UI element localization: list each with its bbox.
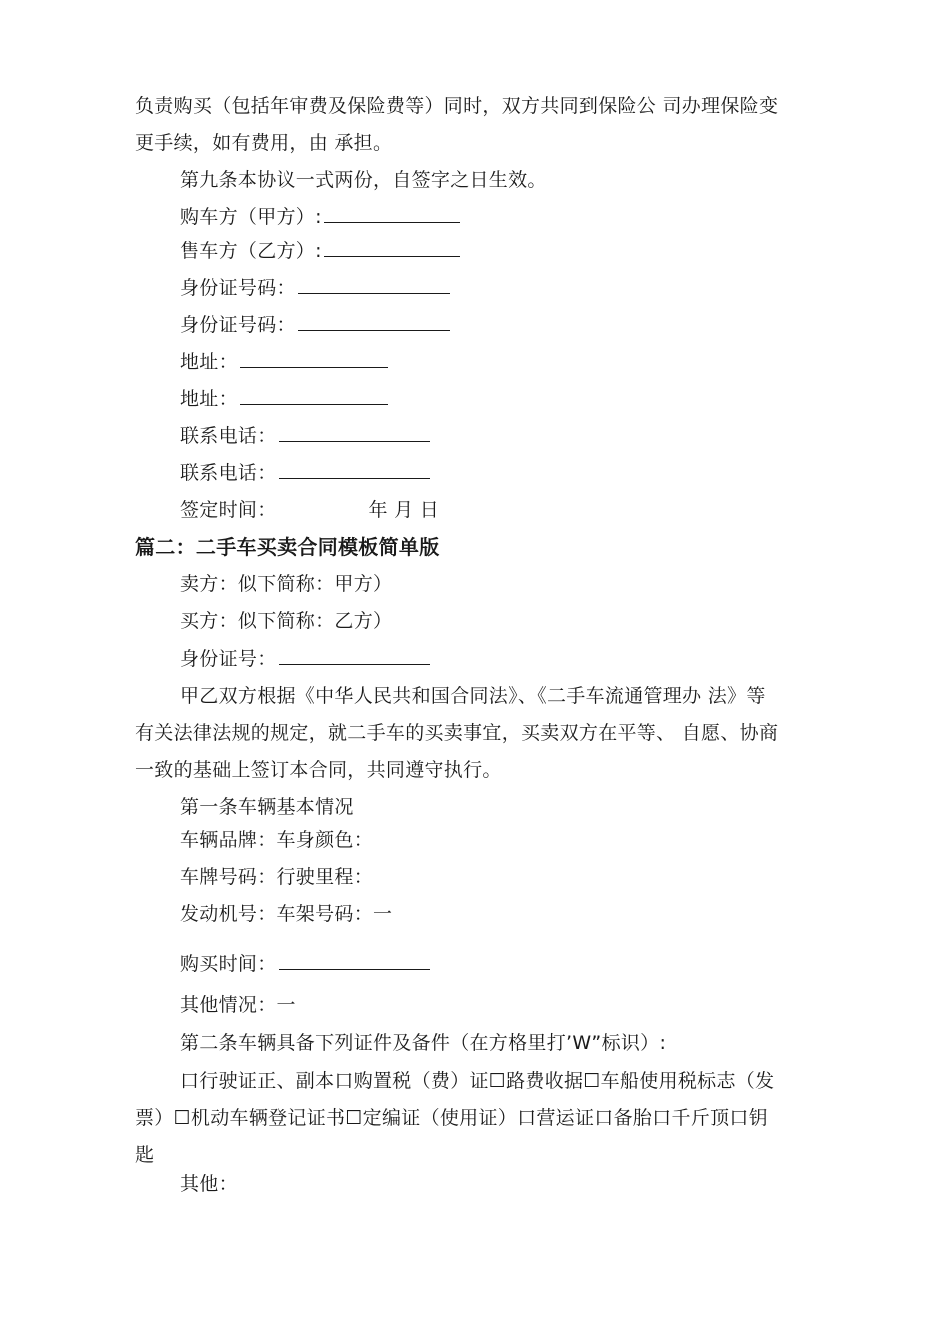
engine-frame-row: 发动机号：车架号码：一 <box>180 903 393 925</box>
phone-blank <box>279 423 430 442</box>
clause-nine: 第九条本协议一式两份，自签字之日生效。 <box>180 169 547 191</box>
id-blank <box>279 646 430 665</box>
paragraph-line: 更手续，如有费用，由 承担。 <box>135 132 393 154</box>
id-number-blank <box>298 312 450 331</box>
sign-date-row <box>180 497 439 523</box>
other-situation-row: 其他情况：一 <box>180 994 296 1016</box>
phone-label: 联系电话： <box>180 425 277 447</box>
paragraph-line: 票）☐机动车辆登记证书☐定编证（使用证）口营运证口备胎口千斤顶口钥 <box>135 1107 768 1129</box>
paragraph-line: 有关法律法规的规定，就二手车的买卖事宜，买卖双方在平等、 自愿、协商 <box>135 722 779 744</box>
id-label: 身份证号： <box>180 648 277 670</box>
phone-row <box>180 423 430 449</box>
phone-label: 联系电话： <box>180 462 277 484</box>
id-number-blank <box>298 275 450 294</box>
seller-party: 卖方：似下简称：甲方） <box>180 573 393 595</box>
seller-signature-row <box>180 238 460 264</box>
address-blank <box>240 386 388 405</box>
buyer-label: 购车方（甲方）: <box>180 206 322 228</box>
address-blank <box>240 349 388 368</box>
purchase-time-blank <box>279 951 430 970</box>
clause-two-title: 第二条车辆具备下列证件及备件（在方格里打’W”标识）: <box>180 1032 667 1054</box>
paragraph-line: 一致的基础上签订本合同，共同遵守执行。 <box>135 759 502 781</box>
id-number-row <box>180 312 450 338</box>
address-row <box>180 386 388 412</box>
purchase-time-row <box>180 951 430 977</box>
seller-blank <box>324 238 460 257</box>
address-label: 地址： <box>180 388 238 410</box>
sign-date-value: 年 月 日 <box>368 499 440 521</box>
paragraph-line: 口行驶证正、副本口购置税（费）证☐路费收据☐车船使用税标志（发 <box>180 1070 775 1092</box>
plate-mileage-row: 车牌号码：行驶里程： <box>180 866 374 888</box>
other-row: 其他： <box>180 1173 238 1195</box>
paragraph-line: 甲乙双方根据《中华人民共和国合同法》、《二手车流通管理办 法》等 <box>180 685 766 707</box>
vehicle-brand-row: 车辆品牌：车身颜色： <box>180 829 374 851</box>
seller-label: 售车方（乙方）: <box>180 240 322 262</box>
sign-date-label: 签定时间： <box>180 499 277 521</box>
buyer-signature-row <box>180 204 460 230</box>
address-row <box>180 349 388 375</box>
clause-one-title: 第一条车辆基本情况 <box>180 796 354 818</box>
address-label: 地址： <box>180 351 238 373</box>
id-number-label: 身份证号码： <box>180 277 296 299</box>
id-number-row <box>180 275 450 301</box>
paragraph-line: 负责购买（包括年审费及保险费等）同时，双方共同到保险公 司办理保险变 <box>135 95 779 117</box>
id-number-label: 身份证号码： <box>180 314 296 336</box>
paragraph-line: 匙 <box>135 1144 155 1166</box>
phone-blank <box>279 460 430 479</box>
section-heading: 篇二：二手车买卖合同模板简单版 <box>135 535 440 559</box>
id-row <box>180 646 430 672</box>
phone-row <box>180 460 430 486</box>
buyer-party: 买方：似下简称：乙方） <box>180 610 393 632</box>
purchase-time-label: 购买时间： <box>180 953 277 975</box>
buyer-blank <box>324 204 460 223</box>
